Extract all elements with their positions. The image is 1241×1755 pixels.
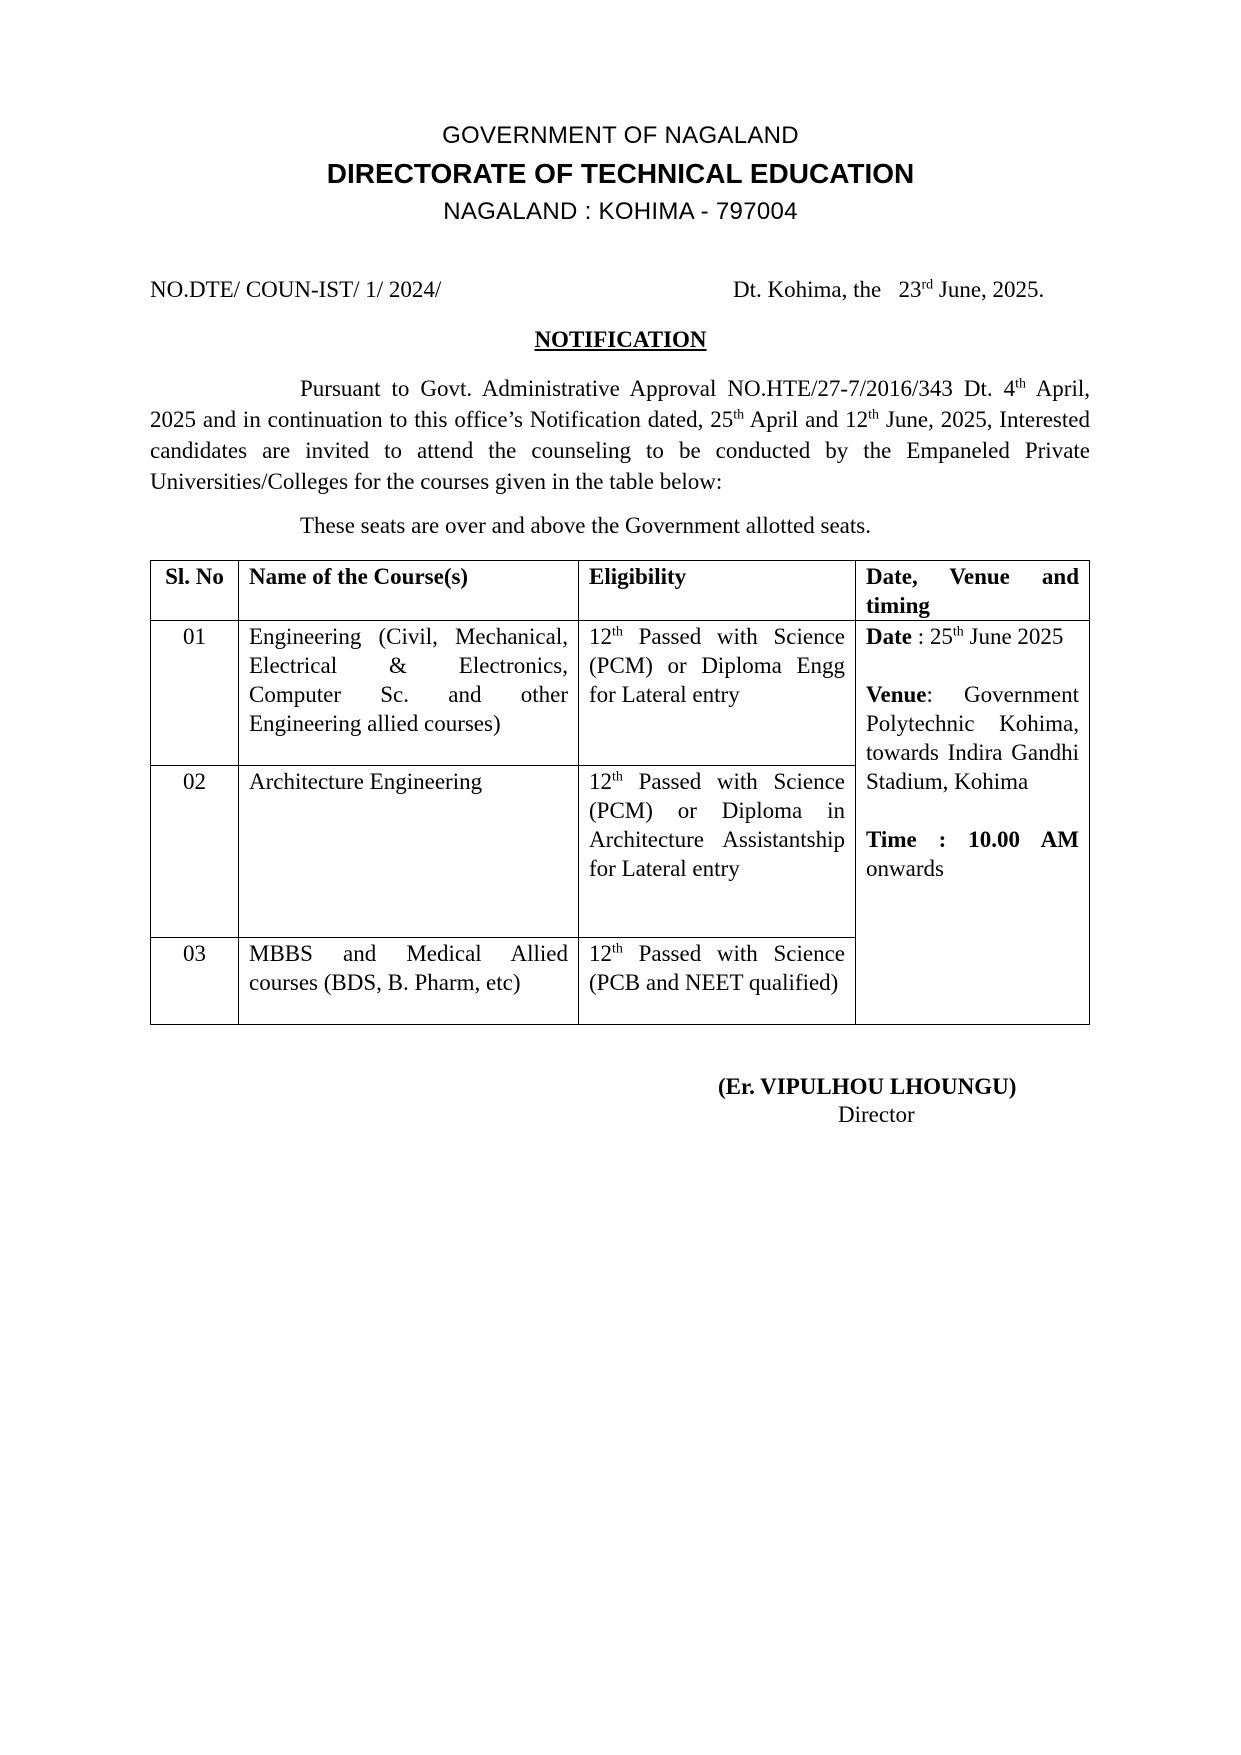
row-sl-no: 02 [151, 766, 239, 938]
venue-label: Venue [866, 682, 927, 707]
elig-post: Passed with Science (PCB and NEET qualified) [589, 941, 845, 995]
para-sup-3: th [868, 407, 880, 423]
elig-sup: th [612, 769, 623, 785]
government-heading: GOVERNMENT OF NAGALAND [442, 122, 799, 149]
schedule-time [866, 825, 1079, 854]
header-course: Name of the Course(s) [239, 561, 579, 621]
elig-pre: 12 [589, 769, 612, 794]
time-onwards: onwards [866, 856, 944, 881]
row-course: Architecture Engineering [239, 766, 579, 938]
reference-number: NO.DTE/ COUN-IST/ 1/ 2024/ [150, 277, 442, 302]
date-prefix: Dt. Kohima, the 23 [733, 277, 922, 302]
row-sl-no: 03 [151, 938, 239, 1025]
schedule-venue [866, 680, 1079, 796]
row-eligibility [579, 621, 856, 766]
schedule-date [866, 622, 1079, 651]
notification-paragraph [150, 373, 1090, 497]
header-eligibility: Eligibility [579, 561, 856, 621]
row-sl-no: 01 [151, 621, 239, 766]
notification-title: NOTIFICATION [534, 327, 707, 352]
row-course: Engineering (Civil, Mechanical, Electrical & Electronics, Computer Sc. and other Engineering allied courses) [239, 621, 579, 766]
elig-post: Passed with Science (PCM) or Diploma Engg for Lateral entry [589, 624, 845, 707]
address-heading: NAGALAND : KOHIMA - 797004 [443, 198, 798, 225]
para-part-b: April, 2025 and in continuation to this office’s Notification dated, 25 [150, 376, 1090, 432]
reference-date [733, 277, 1044, 303]
elig-pre: 12 [589, 941, 612, 966]
para-part-a: Pursuant to Govt. Administrative Approval NO.HTE/27-7/2016/343 Dt. 4 [300, 376, 1016, 401]
date-label: Date [866, 624, 912, 649]
schedule-cell [856, 621, 1090, 1025]
date-sup: th [952, 624, 964, 640]
date-pre: : 25 [911, 624, 953, 649]
header-sl-no: Sl. No [151, 561, 239, 621]
row-course: MBBS and Medical Allied courses (BDS, B. Pharm, etc) [239, 938, 579, 1025]
date-post: June 2025 [963, 624, 1064, 649]
date-suffix: June, 2025. [933, 277, 1045, 302]
elig-pre: 12 [589, 624, 612, 649]
para-sup-1: th [1015, 376, 1026, 392]
elig-sup: th [612, 624, 623, 640]
elig-sup: th [612, 941, 623, 957]
time-label: Time : 10.00 AM [866, 827, 1079, 852]
elig-post: Passed with Science (PCM) or Diploma in Architecture Assistantship for Lateral entry [589, 769, 845, 881]
courses-table [150, 560, 1090, 1025]
date-superscript: rd [921, 277, 934, 293]
venue-text: : Government Polytechnic Kohima, towards Indira Gandhi Stadium, Kohima [866, 682, 1079, 794]
para-part-c: April and 12 [744, 407, 869, 432]
spacer [866, 651, 1079, 680]
row-eligibility [579, 938, 856, 1025]
row-eligibility [579, 766, 856, 938]
signatory-designation: Director [838, 1102, 915, 1127]
table-header-row [151, 561, 1090, 621]
para-part-d: June, 2025, Interested candidates are invited to attend the counseling to be conducted by the Empaneled Private Universities/Colleges for the courses given in the table below: [150, 407, 1090, 494]
signatory-name: (Er. VIPULHOU LHOUNGU) [718, 1074, 1017, 1099]
spacer [866, 796, 1079, 825]
table-row [151, 621, 1090, 766]
seats-note: These seats are over and above the Government allotted seats. [300, 513, 871, 538]
directorate-heading: DIRECTORATE OF TECHNICAL EDUCATION [326, 158, 915, 189]
header-schedule: Date, Venue and timing [856, 561, 1090, 621]
para-sup-2: th [733, 407, 745, 423]
